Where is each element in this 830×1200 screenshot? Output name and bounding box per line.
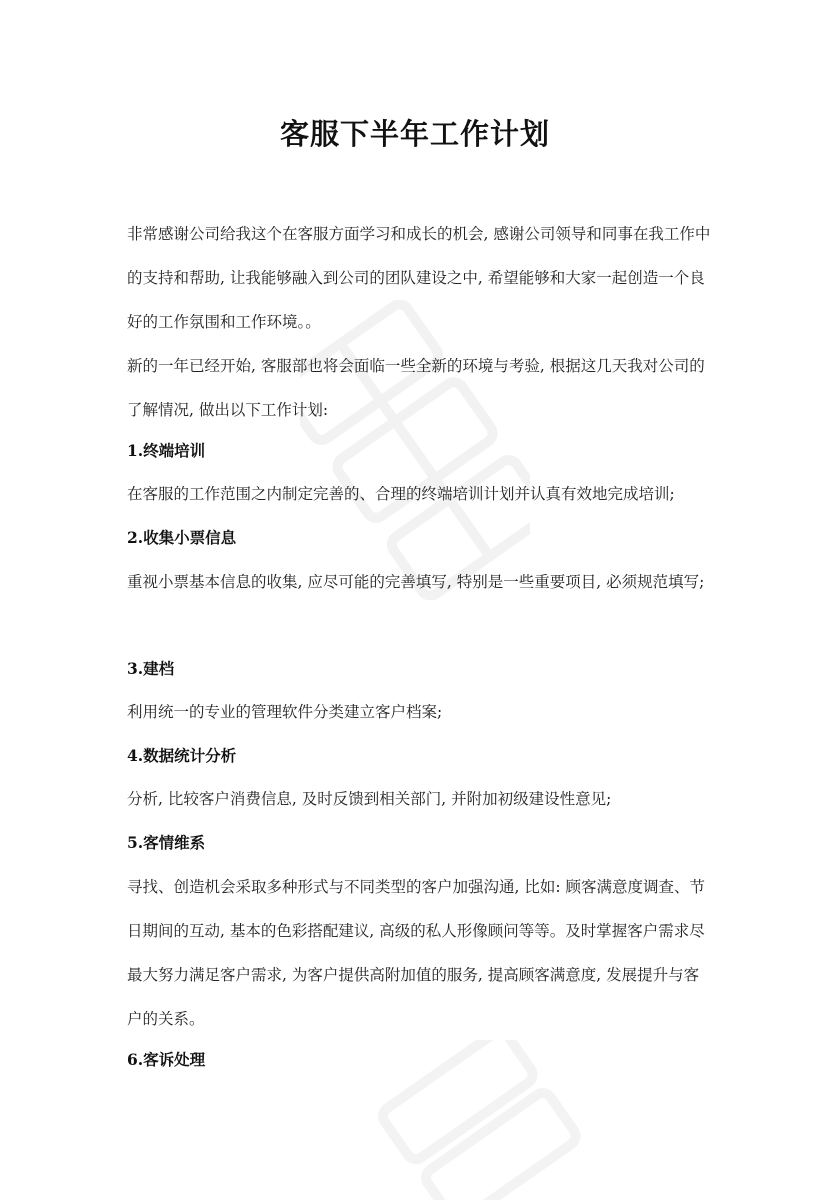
- section-heading: 4.数据统计分析: [127, 746, 237, 765]
- section-heading: 6.客诉处理: [127, 1050, 206, 1069]
- section-body: 寻找、创造机会采取多种形式与不同类型的客户加强沟通, 比如: 顾客满意度调查、节日期间的互动, 基本的色彩搭配建议, 高级的私人形像顾问等等。及时掌握客户需求尽最大努力满足客户需求, 为客户提供高附加值的服务, 提高顾客满意度, 发展提升与客户的关系。: [127, 878, 706, 1028]
- section-body: 在客服的工作范围之内制定完善的、合理的终端培训计划并认真有效地完成培训;: [127, 485, 675, 503]
- section-heading: 2.收集小票信息: [127, 528, 237, 547]
- section-heading: 3.建档: [127, 659, 175, 678]
- intro-paragraph: 非常感谢公司给我这个在客服方面学习和成长的机会, 感谢公司领导和同事在我工作中的支持和帮助, 让我能够融入到公司的团队建设之中, 希望能够和大家一起创造一个良好的工作氛围和工作环境。。: [127, 225, 711, 331]
- section-body: 利用统一的专业的管理软件分类建立客户档案;: [127, 703, 443, 721]
- section-body: 分析, 比较客户消费信息, 及时反馈到相关部门, 并附加初级建设性意见;: [127, 790, 612, 808]
- section-body: 重视小票基本信息的收集, 应尽可能的完善填写, 特别是一些重要项目, 必须规范填写;: [127, 573, 705, 591]
- section-heading: 5.客情维系: [127, 833, 206, 852]
- intro-paragraph: 新的一年已经开始, 客服部也将会面临一些全新的环境与考验, 根据这几天我对公司的了解情况, 做出以下工作计划:: [127, 357, 705, 419]
- page-title: 客服下半年工作计划: [279, 117, 550, 151]
- section-heading: 1.终端培训: [127, 441, 206, 460]
